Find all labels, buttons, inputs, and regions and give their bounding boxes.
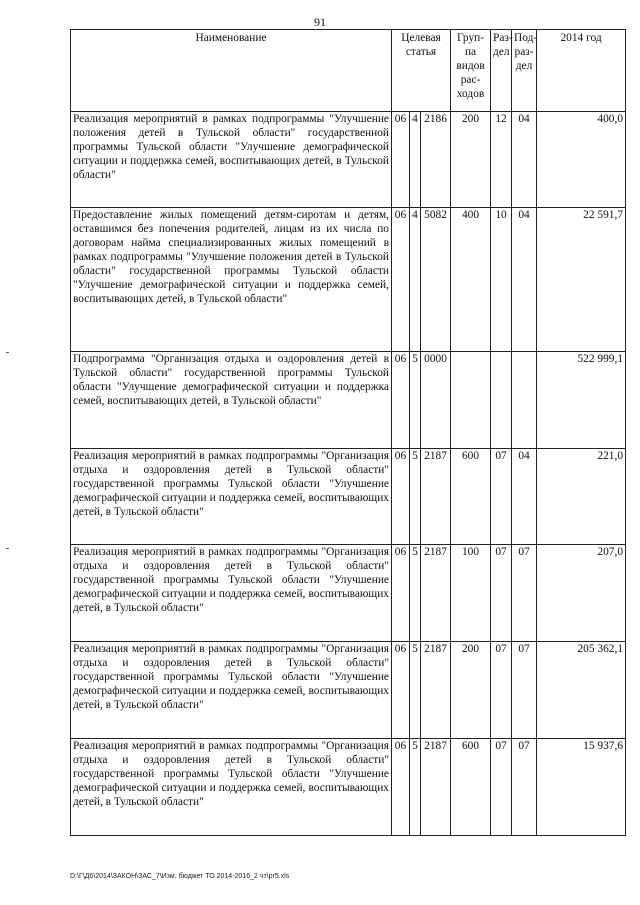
table-row: [71, 642, 626, 739]
row-section: 07: [491, 545, 512, 642]
row-amount: 522 999,1: [537, 352, 626, 449]
table-row: [71, 112, 626, 208]
row-amount: 400,0: [537, 112, 626, 208]
row-target-article-code: 2186: [421, 112, 451, 208]
budget-table: [70, 29, 626, 836]
row-name: Реализация мероприятий в рамках подпрограммы "Организация отдыха и оздоровления детей в Тульской области" государственной программы Тульской области "Улучшение демографической ситуации и поддержка семей, воспитывающих детей, в Тульской области": [71, 642, 392, 739]
row-target-article-code: 2187: [421, 545, 451, 642]
row-amount: 22 591,7: [537, 208, 626, 352]
header-subsection: Под-раз-дел: [512, 30, 537, 112]
header-section: Раз-дел: [491, 30, 512, 112]
row-section: 07: [491, 449, 512, 545]
table-row: [71, 449, 626, 545]
table-row: [71, 545, 626, 642]
page-number: 91: [314, 15, 326, 29]
row-target-article-subprogram: 5: [410, 545, 421, 642]
header-name: Наименование: [71, 30, 392, 112]
row-expense-group: 100: [451, 545, 491, 642]
row-name: Подпрограмма "Организация отдыха и оздоровления детей в Тульской области" государственной программы Тульской области "Улучшение демографической ситуации и поддержка семей, воспитывающих детей, в Тульской области": [71, 352, 392, 449]
file-path: D:\Г\Д6\2014\ЗАКОН\ЗАС_7\Изм. бюджет ТО 2014-2016_2 чт\pr5.xls: [70, 873, 290, 880]
row-subsection: 07: [512, 545, 537, 642]
row-target-article-program: 06: [392, 642, 410, 739]
row-subsection: [512, 352, 537, 449]
row-section: 07: [491, 739, 512, 836]
row-target-article-code: 0000: [421, 352, 451, 449]
row-target-article-program: 06: [392, 112, 410, 208]
row-target-article-code: 2187: [421, 739, 451, 836]
row-target-article-program: 06: [392, 545, 410, 642]
row-expense-group: 200: [451, 642, 491, 739]
row-target-article-subprogram: 4: [410, 112, 421, 208]
row-section: 12: [491, 112, 512, 208]
row-name: Реализация мероприятий в рамках подпрограммы "Организация отдыха и оздоровления детей в Тульской области" государственной программы Тульской области "Улучшение демографической ситуации и поддержка семей, воспитывающих детей, в Тульской области": [71, 449, 392, 545]
row-subsection: 04: [512, 112, 537, 208]
row-target-article-subprogram: 5: [410, 352, 421, 449]
row-target-article-program: 06: [392, 449, 410, 545]
row-section: [491, 352, 512, 449]
table-header-row: [71, 30, 626, 112]
scan-edge-mark: [6, 548, 9, 549]
row-amount: 205 362,1: [537, 642, 626, 739]
row-subsection: 04: [512, 449, 537, 545]
row-target-article-code: 5082: [421, 208, 451, 352]
row-name: Реализация мероприятий в рамках подпрограммы "Организация отдыха и оздоровления детей в Тульской области" государственной программы Тульской области "Улучшение демографической ситуации и поддержка семей, воспитывающих детей, в Тульской области": [71, 739, 392, 836]
header-target-article: Целевая статья: [392, 30, 451, 112]
header-year: 2014 год: [537, 30, 626, 112]
row-expense-group: 400: [451, 208, 491, 352]
row-amount: 207,0: [537, 545, 626, 642]
scan-edge-mark: [6, 352, 9, 353]
table-row: [71, 739, 626, 836]
table-row: [71, 208, 626, 352]
row-target-article-program: 06: [392, 352, 410, 449]
row-section: 10: [491, 208, 512, 352]
row-target-article-code: 2187: [421, 449, 451, 545]
row-name: Реализация мероприятий в рамках подпрограммы "Улучшение положения детей в Тульской области" государственной программы Тульской области "Улучшение демографической ситуации и поддержка семей, воспитывающих детей, в Тульской области": [71, 112, 392, 208]
row-expense-group: [451, 352, 491, 449]
row-section: 07: [491, 642, 512, 739]
row-expense-group: 600: [451, 449, 491, 545]
row-target-article-subprogram: 5: [410, 642, 421, 739]
row-name: Предоставление жилых помещений детям-сиротам и детям, оставшимся без попечения родителей, лицам из их числа по договорам найма специализированных жилых помещений в рамках подпрограммы "Улучшение положения детей в Тульской области" государственной программы Тульской области "Улучшение демографической ситуации и поддержка семей, воспитывающих детей, в Тульской области": [71, 208, 392, 352]
row-target-article-code: 2187: [421, 642, 451, 739]
row-subsection: 07: [512, 739, 537, 836]
row-target-article-program: 06: [392, 739, 410, 836]
row-target-article-program: 06: [392, 208, 410, 352]
row-expense-group: 200: [451, 112, 491, 208]
row-expense-group: 600: [451, 739, 491, 836]
row-amount: 221,0: [537, 449, 626, 545]
row-subsection: 07: [512, 642, 537, 739]
table-row: [71, 352, 626, 449]
row-target-article-subprogram: 4: [410, 208, 421, 352]
row-name: Реализация мероприятий в рамках подпрограммы "Организация отдыха и оздоровления детей в Тульской области" государственной программы Тульской области "Улучшение демографической ситуации и поддержка семей, воспитывающих детей, в Тульской области": [71, 545, 392, 642]
row-amount: 15 937,6: [537, 739, 626, 836]
row-subsection: 04: [512, 208, 537, 352]
header-expense-group: Груп-па видов рас-ходов: [451, 30, 491, 112]
row-target-article-subprogram: 5: [410, 449, 421, 545]
table-body: [71, 112, 626, 836]
row-target-article-subprogram: 5: [410, 739, 421, 836]
